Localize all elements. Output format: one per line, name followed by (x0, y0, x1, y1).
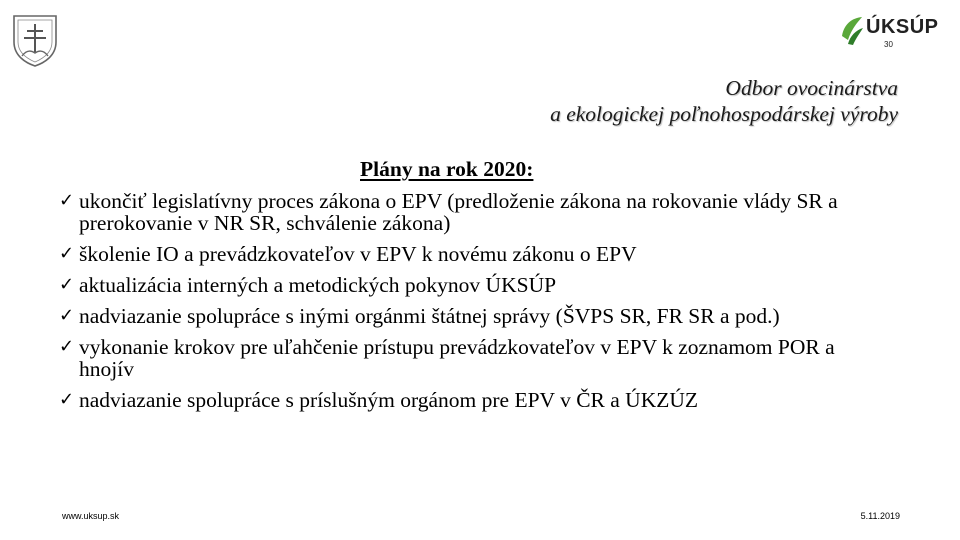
page-number: 30 (884, 40, 893, 49)
department-line-1: Odbor ovocinárstva (725, 76, 898, 100)
list-item (60, 190, 880, 234)
footer-date: 5.11.2019 (860, 511, 900, 521)
plans-title: Plány na rok 2020: (360, 157, 534, 181)
footer-url[interactable]: www.uksup.sk (62, 511, 120, 521)
list-item-text: ukončiť legislatívny proces zákona o EPV (predloženie zákona na rokovanie vlády SR a prerokovanie v NR SR, schválenie zákona) (79, 189, 838, 235)
list-item-text: aktualizácia interných a metodických pokynov ÚKSÚP (79, 273, 557, 297)
department-heading (550, 75, 898, 127)
list-item-text: nadviazanie spolupráce s inými orgánmi štátnej správy (ŠVPS SR, FR SR a pod.) (79, 304, 780, 328)
checkmark-icon: ✓ (59, 336, 75, 357)
logo-text: ÚKSÚP (866, 16, 939, 38)
list-item-text: vykonanie krokov pre uľahčenie prístupu prevádzkovateľov v EPV k zoznamom POR a hnojív (79, 335, 835, 381)
list-item (60, 243, 880, 265)
plans-list (60, 190, 880, 420)
checkmark-icon: ✓ (59, 243, 75, 264)
list-item-text: školenie IO a prevádzkovateľov v EPV k novému zákonu o EPV (79, 242, 637, 266)
checkmark-icon: ✓ (59, 190, 75, 211)
checkmark-icon: ✓ (59, 274, 75, 295)
department-line-2: a ekologickej poľnohospodárskej výroby (550, 102, 898, 126)
list-item (60, 336, 880, 380)
list-item (60, 389, 880, 411)
checkmark-icon: ✓ (59, 389, 75, 410)
list-item-text: nadviazanie spolupráce s príslušným orgánom pre EPV v ČR a ÚKZÚZ (79, 388, 699, 412)
checkmark-icon: ✓ (59, 305, 75, 326)
list-item (60, 274, 880, 296)
slovak-coat-of-arms-icon (10, 12, 60, 68)
list-item (60, 305, 880, 327)
